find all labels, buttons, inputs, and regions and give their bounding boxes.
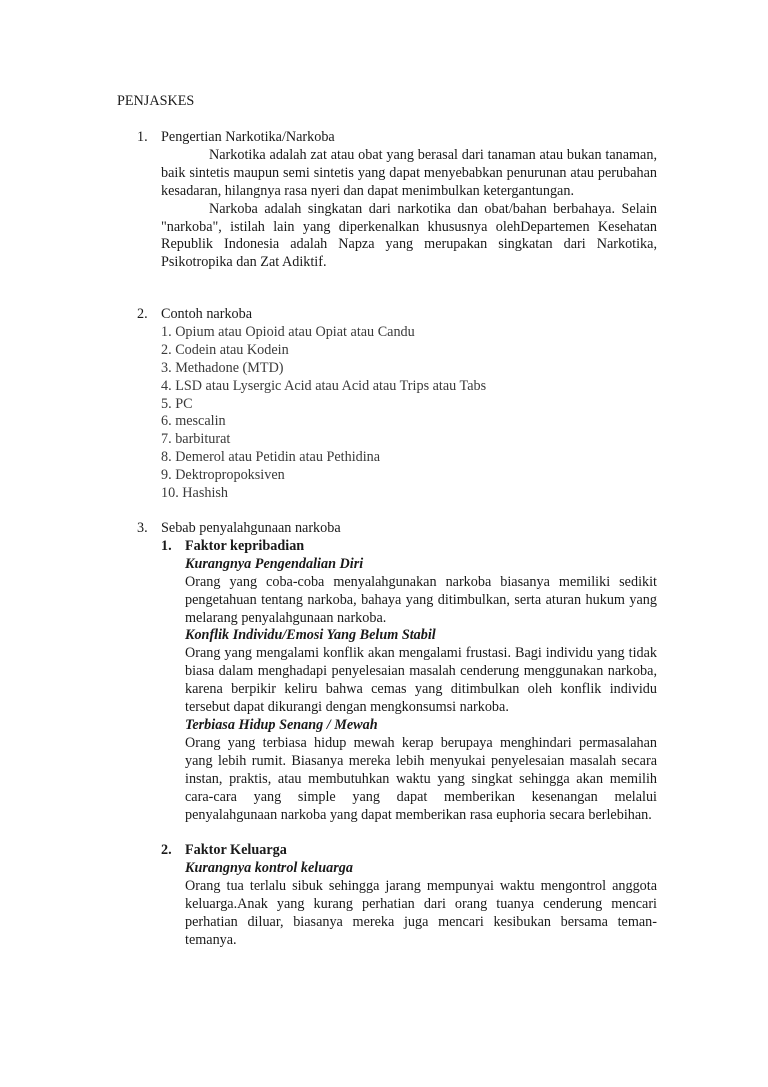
list-item: 3. Methadone (MTD) [161,359,284,376]
list-item: 4. LSD atau Lysergic Acid atau Acid atau Trips atau Tabs [161,377,487,394]
paragraph-narkoba: Narkoba adalah singkatan dari narkotika dan obat/bahan berbahaya. Selain "narkoba", istilah lain yang diperkenalkan khususnya olehDepartemen Kesehatan Republik Indonesia adalah Napza yang merupakan singkatan dari Narkotika, Psikotropika dan Zat Adiktif. [161,200,657,271]
section-number: 3. [137,520,148,536]
factor-heading: Kurangnya kontrol keluarga [185,860,353,877]
factor-heading: Kurangnya Pengendalian Diri [185,555,364,572]
list-item: 7. barbiturat [161,431,231,448]
list-item: 8. Demerol atau Petidin atau Pethidina [161,449,381,466]
subsection-number: 1. [161,537,172,554]
section-heading [117,306,657,324]
section-title: Contoh narkoba [161,306,253,322]
subsection-title: Faktor kepribadian [185,537,305,554]
factor-heading: Terbiasa Hidup Senang / Mewah [185,716,378,733]
list-item: 6. mescalin [161,413,226,430]
section-definition [117,129,657,272]
list-item: 10. Hashish [161,485,228,502]
subsection-heading-personality [161,537,657,556]
factor-heading: Konflik Individu/Emosi Yang Belum Stabil [185,627,436,644]
list-item: 9. Dektropropoksiven [161,467,285,484]
section-title: Sebab penyalahgunaan narkoba [161,520,341,536]
section-heading [117,520,657,538]
list-item: 2. Codein atau Kodein [161,341,289,358]
subsection-heading-family [161,842,657,860]
section-title: Pengertian Narkotika/Narkoba [161,129,335,145]
section-number: 1. [137,129,148,145]
section-examples [117,306,657,503]
list-item: 1. Opium atau Opioid atau Opiat atau Candu [161,323,415,340]
document-title: PENJASKES [117,93,195,109]
spacer [117,824,657,842]
factor-text: Orang yang mengalami konflik akan mengalami frustasi. Bagi individu yang tidak biasa dalam menghadapi penyelesaian masalah cenderung menggunakan narkoba, karena berpikir keliru bahwa cemas yang ditimbulkan oleh konflik individu tersebut dapat dikurangi dengan mengkonsumsi narkoba. [185,645,657,716]
subsection-title: Faktor Keluarga [185,842,287,859]
factor-text: Orang yang terbiasa hidup mewah kerap berupaya menghindari permasalahan yang lebih rumit. Biasanya mereka lebih menyukai penyelesaian masalah secara instan, praktis, atau membutuhkan waktu yang singkat sehingga akan memilih cara-cara yang simple yang dapat memberikan kesenangan melalui penyalahgunaan narkoba yang dapat memberikan rasa euphoria secara berlebihan. [185,734,657,823]
paragraph-narkotika: Narkotika adalah zat atau obat yang berasal dari tanaman atau bukan tanaman, baik sintetis maupun semi sintetis yang dapat menyebabkan penurunan atau perubahan kesadaran, hilangnya rasa nyeri dan dapat menimbulkan ketergantungan. [161,146,657,199]
list-item: 5. PC [161,395,193,412]
section-heading [117,129,657,147]
subsection-number: 2. [161,842,172,859]
factor-text: Orang yang coba-coba menyalahgunakan narkoba biasanya memiliki sedikit pengetahuan tentang narkoba, bahaya yang ditimbulkan, serta aturan hukum yang melarang penyalahgunaan narkoba. [185,573,657,626]
section-number: 2. [137,306,148,322]
drug-list [161,324,657,503]
factor-text: Orang tua terlalu sibuk sehingga jarang mempunyai waktu mengontrol anggota keluarga.Anak yang kurang perhatian dari orang tuanya cenderung mencari perhatian diluar, biasanya mereka juga mencari kesibukan bersama teman-temanya. [185,878,657,948]
section-causes [117,520,657,950]
